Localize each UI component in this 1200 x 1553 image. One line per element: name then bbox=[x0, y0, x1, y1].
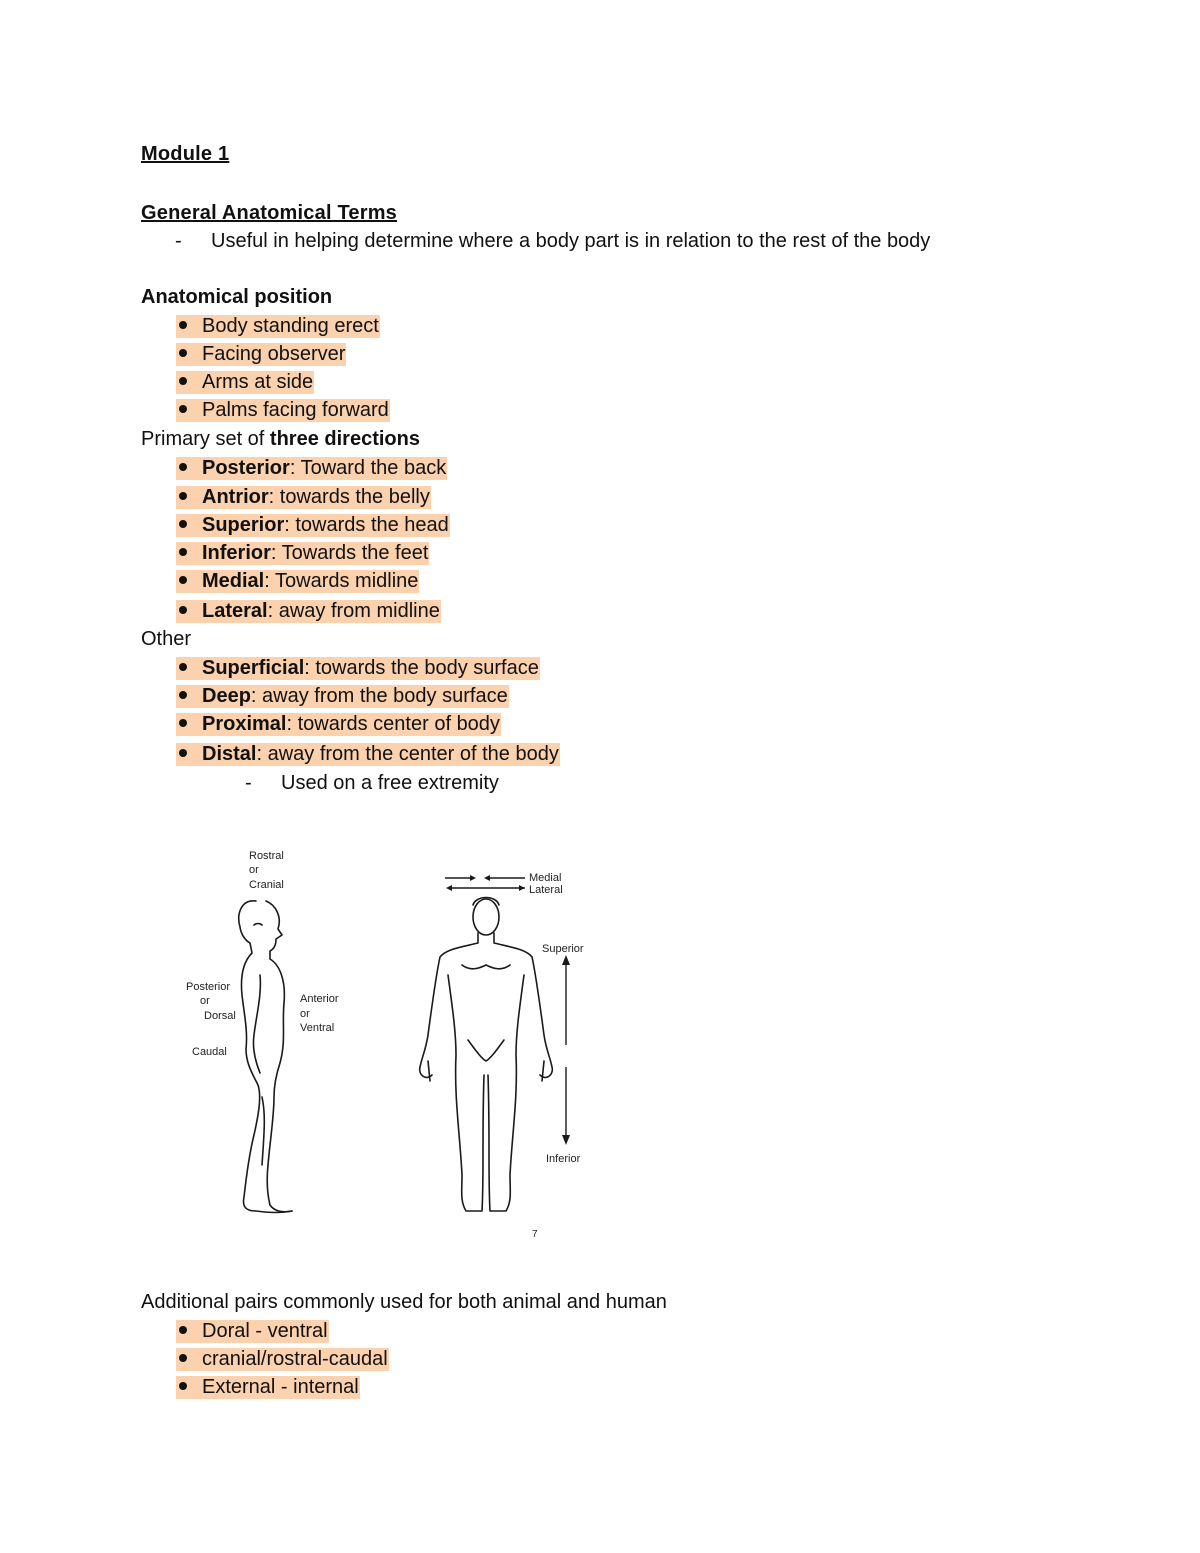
or-label: or bbox=[200, 995, 210, 1007]
anterior-label: Anterior bbox=[300, 993, 339, 1005]
module-title: Module 1 bbox=[141, 143, 230, 165]
list-item: Proximal: towards center of body bbox=[176, 711, 501, 737]
list-item: Facing observer bbox=[176, 341, 346, 367]
list-item: Palms facing forward bbox=[176, 397, 390, 423]
front-view-figure bbox=[420, 898, 553, 1212]
cranial-label: Cranial bbox=[249, 879, 284, 891]
list-item: cranial/rostral-caudal bbox=[176, 1346, 389, 1372]
additional-pairs-heading: Additional pairs commonly used for both animal and human bbox=[141, 1291, 667, 1313]
list-item: Superior: towards the head bbox=[176, 512, 450, 538]
anatomical-directions-figure bbox=[170, 835, 630, 1245]
anatomical-position-heading: Anatomical position bbox=[141, 286, 333, 308]
posterior-label: Posterior bbox=[186, 981, 231, 993]
list-item: Medial: Towards midline bbox=[176, 568, 419, 594]
caudal-label: Caudal bbox=[192, 1046, 227, 1058]
medial-lateral-arrows bbox=[445, 875, 525, 891]
list-item: Antrior: towards the belly bbox=[176, 484, 431, 510]
primary-directions-heading: Primary set of three directions bbox=[141, 428, 420, 450]
superior-inferior-arrow bbox=[562, 955, 570, 1145]
figure-page-mark: 7 bbox=[532, 1229, 538, 1240]
list-item: Arms at side bbox=[176, 369, 314, 395]
distal-sub-note: - Used on a free extremity bbox=[245, 772, 499, 794]
or-label: or bbox=[300, 1008, 310, 1020]
side-view-figure bbox=[239, 901, 292, 1213]
list-item: Distal: away from the center of the body bbox=[176, 741, 560, 767]
list-item: Lateral: away from midline bbox=[176, 598, 441, 624]
lateral-label: Lateral bbox=[529, 884, 563, 896]
list-item: Deep: away from the body surface bbox=[176, 683, 509, 709]
list-item: Doral - ventral bbox=[176, 1318, 329, 1344]
list-item: Posterior: Toward the back bbox=[176, 455, 447, 481]
other-heading: Other bbox=[141, 628, 192, 650]
general-terms-heading: General Anatomical Terms bbox=[141, 202, 398, 224]
list-item: Inferior: Towards the feet bbox=[176, 540, 429, 566]
superior-label: Superior bbox=[542, 943, 584, 955]
list-item: Body standing erect bbox=[176, 313, 380, 339]
general-terms-note: - Useful in helping determine where a body part is in relation to the rest of the body bbox=[175, 230, 931, 252]
list-item: Superficial: towards the body surface bbox=[176, 655, 540, 681]
rostral-label: Rostral bbox=[249, 850, 284, 862]
list-item: External - internal bbox=[176, 1374, 360, 1400]
inferior-label: Inferior bbox=[546, 1153, 581, 1165]
dorsal-label: Dorsal bbox=[204, 1010, 236, 1022]
ventral-label: Ventral bbox=[300, 1022, 335, 1034]
medial-label: Medial bbox=[529, 872, 562, 884]
or-label: or bbox=[249, 864, 259, 876]
